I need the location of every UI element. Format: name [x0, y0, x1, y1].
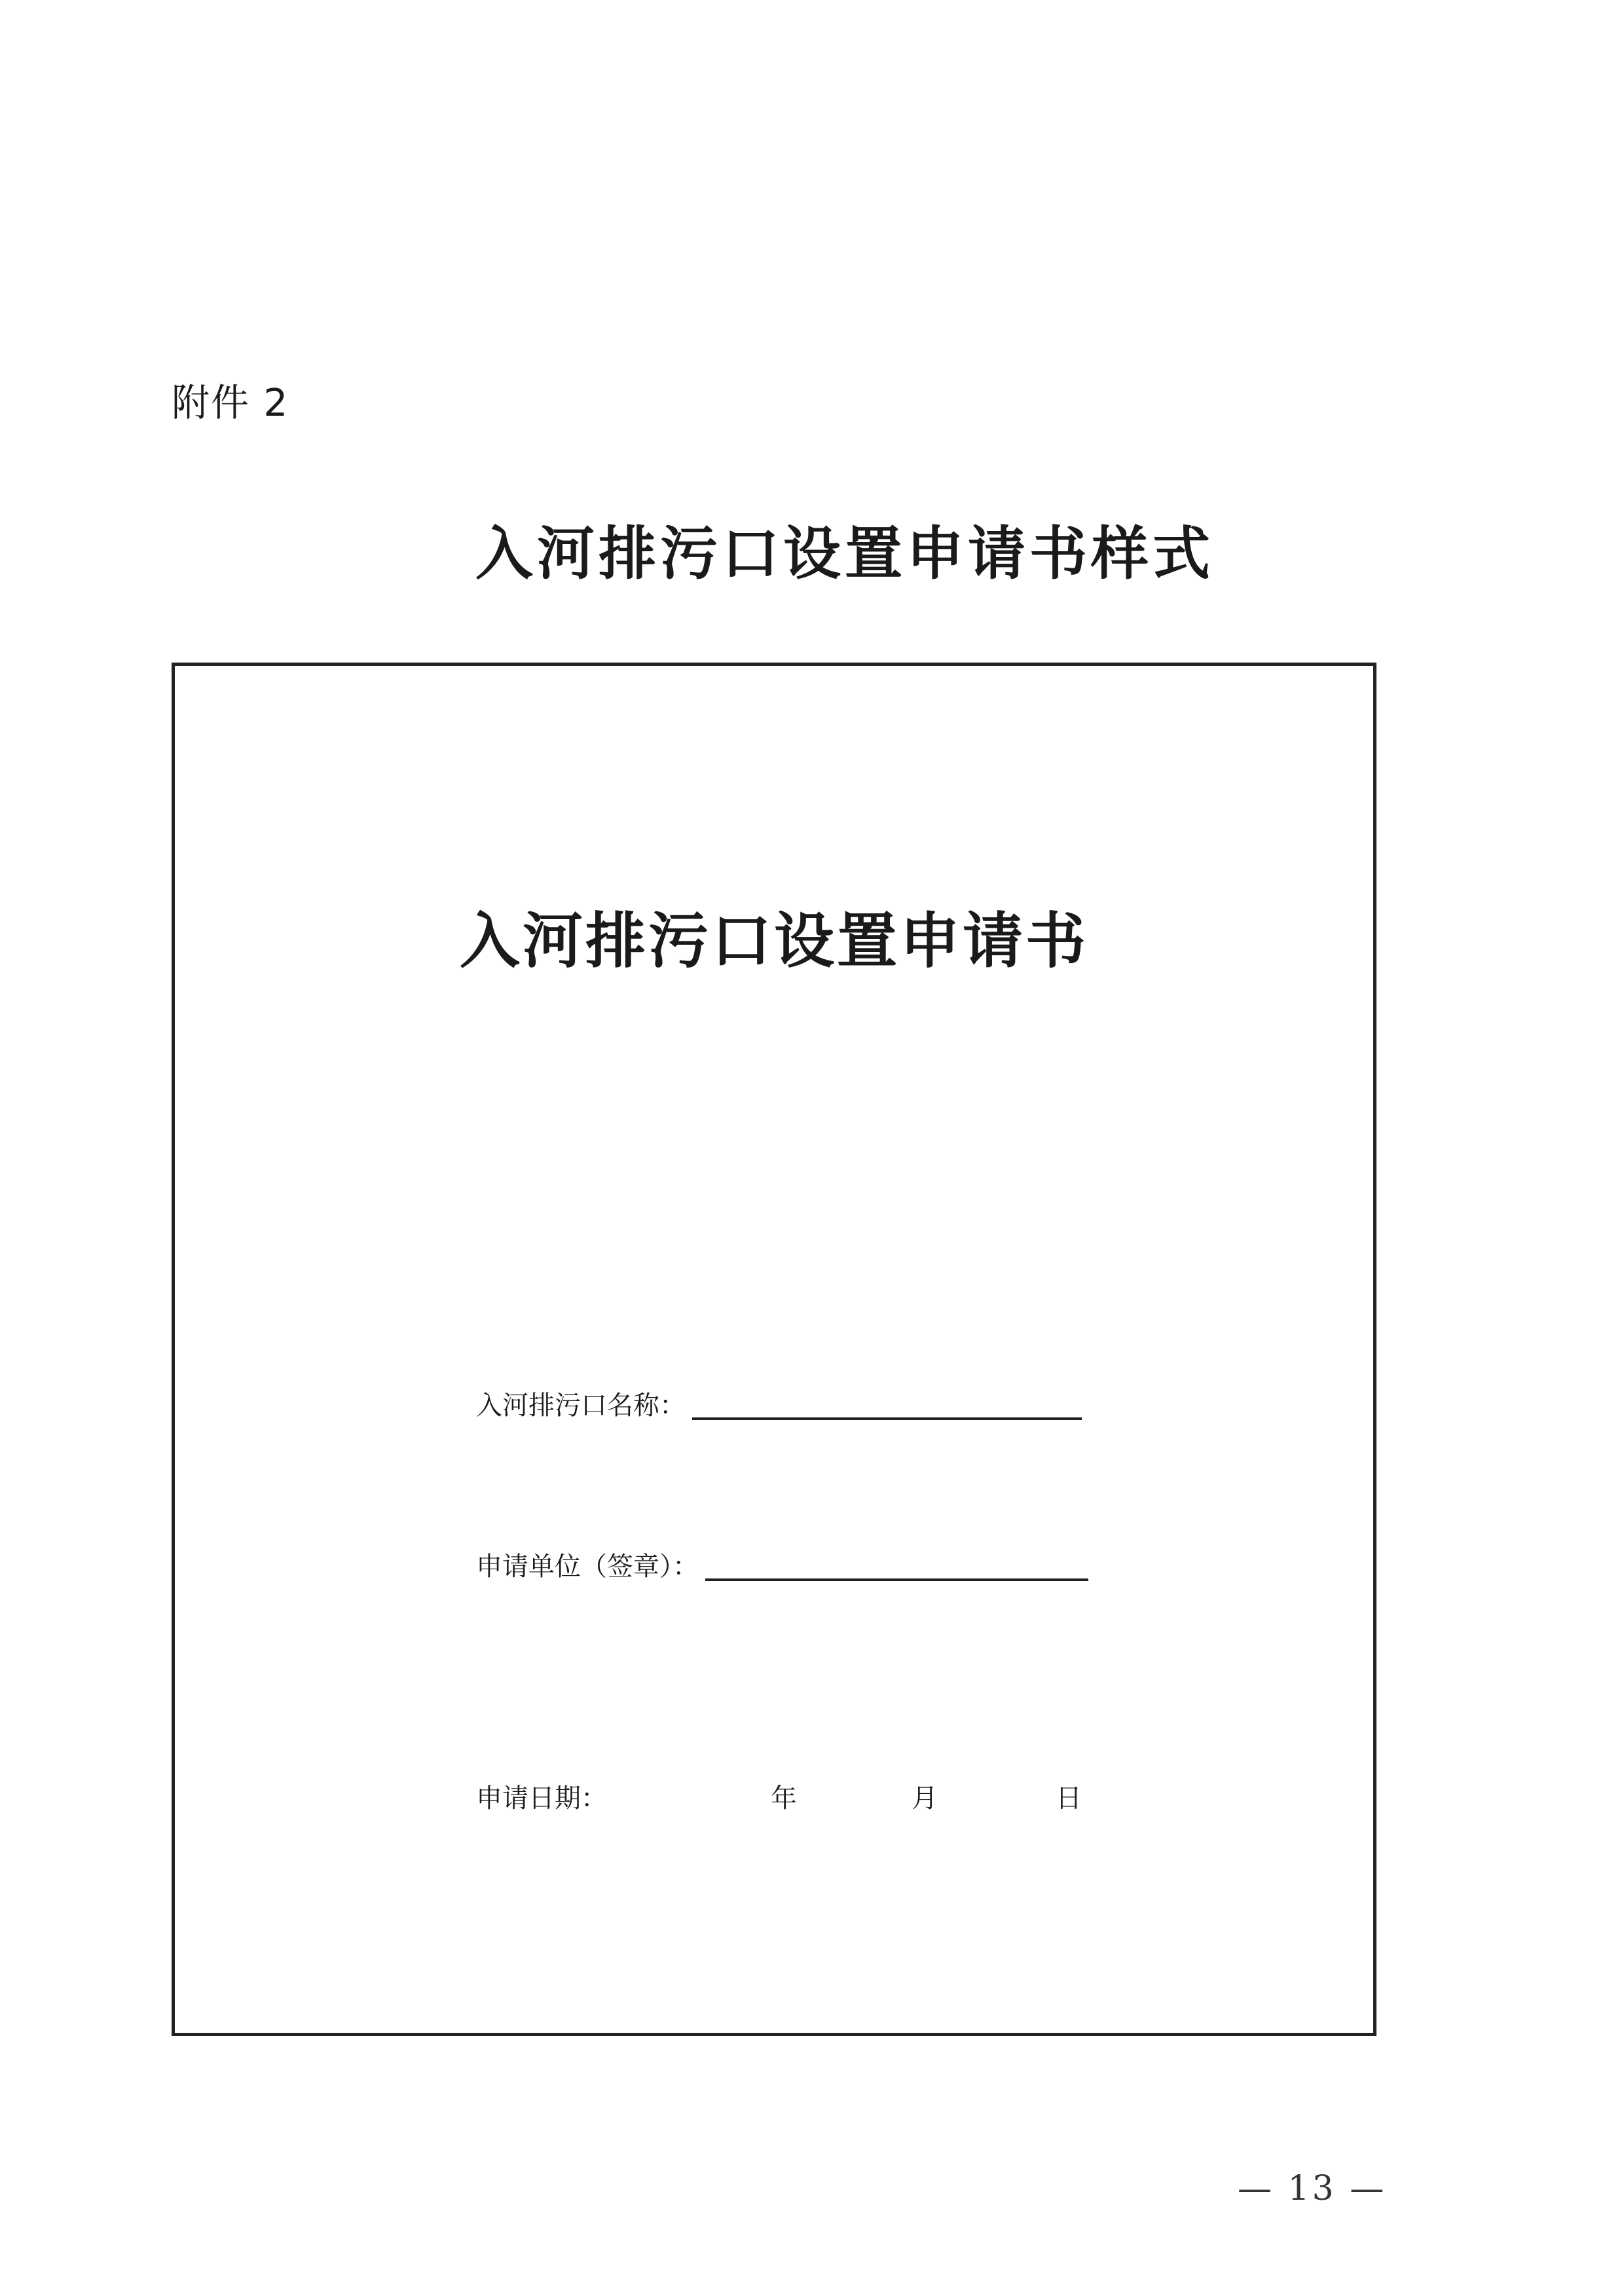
application-form-sample: [172, 663, 1376, 2036]
application-date-label: 申请日期：: [476, 1783, 607, 1813]
application-date-field: [476, 1779, 607, 1818]
date-day-label: 日: [1056, 1783, 1082, 1813]
form-title: 入河排污口设置申请书: [459, 905, 1088, 976]
page-number: — 13 —: [1238, 2169, 1387, 2208]
outlet-name-field: [476, 1386, 1082, 1425]
date-month-label: 月: [912, 1783, 938, 1813]
attachment-label: 附件 2: [172, 380, 289, 425]
outlet-name-label: 入河排污口名称：: [476, 1391, 686, 1421]
applicant-blank-line: [705, 1578, 1088, 1581]
applicant-label: 申请单位（签章）：: [476, 1552, 699, 1582]
document-title: 入河排污口设置申请书样式: [475, 519, 1214, 587]
outlet-name-blank-line: [692, 1417, 1082, 1420]
date-year-label: 年: [771, 1783, 797, 1813]
applicant-field: [476, 1547, 1088, 1586]
